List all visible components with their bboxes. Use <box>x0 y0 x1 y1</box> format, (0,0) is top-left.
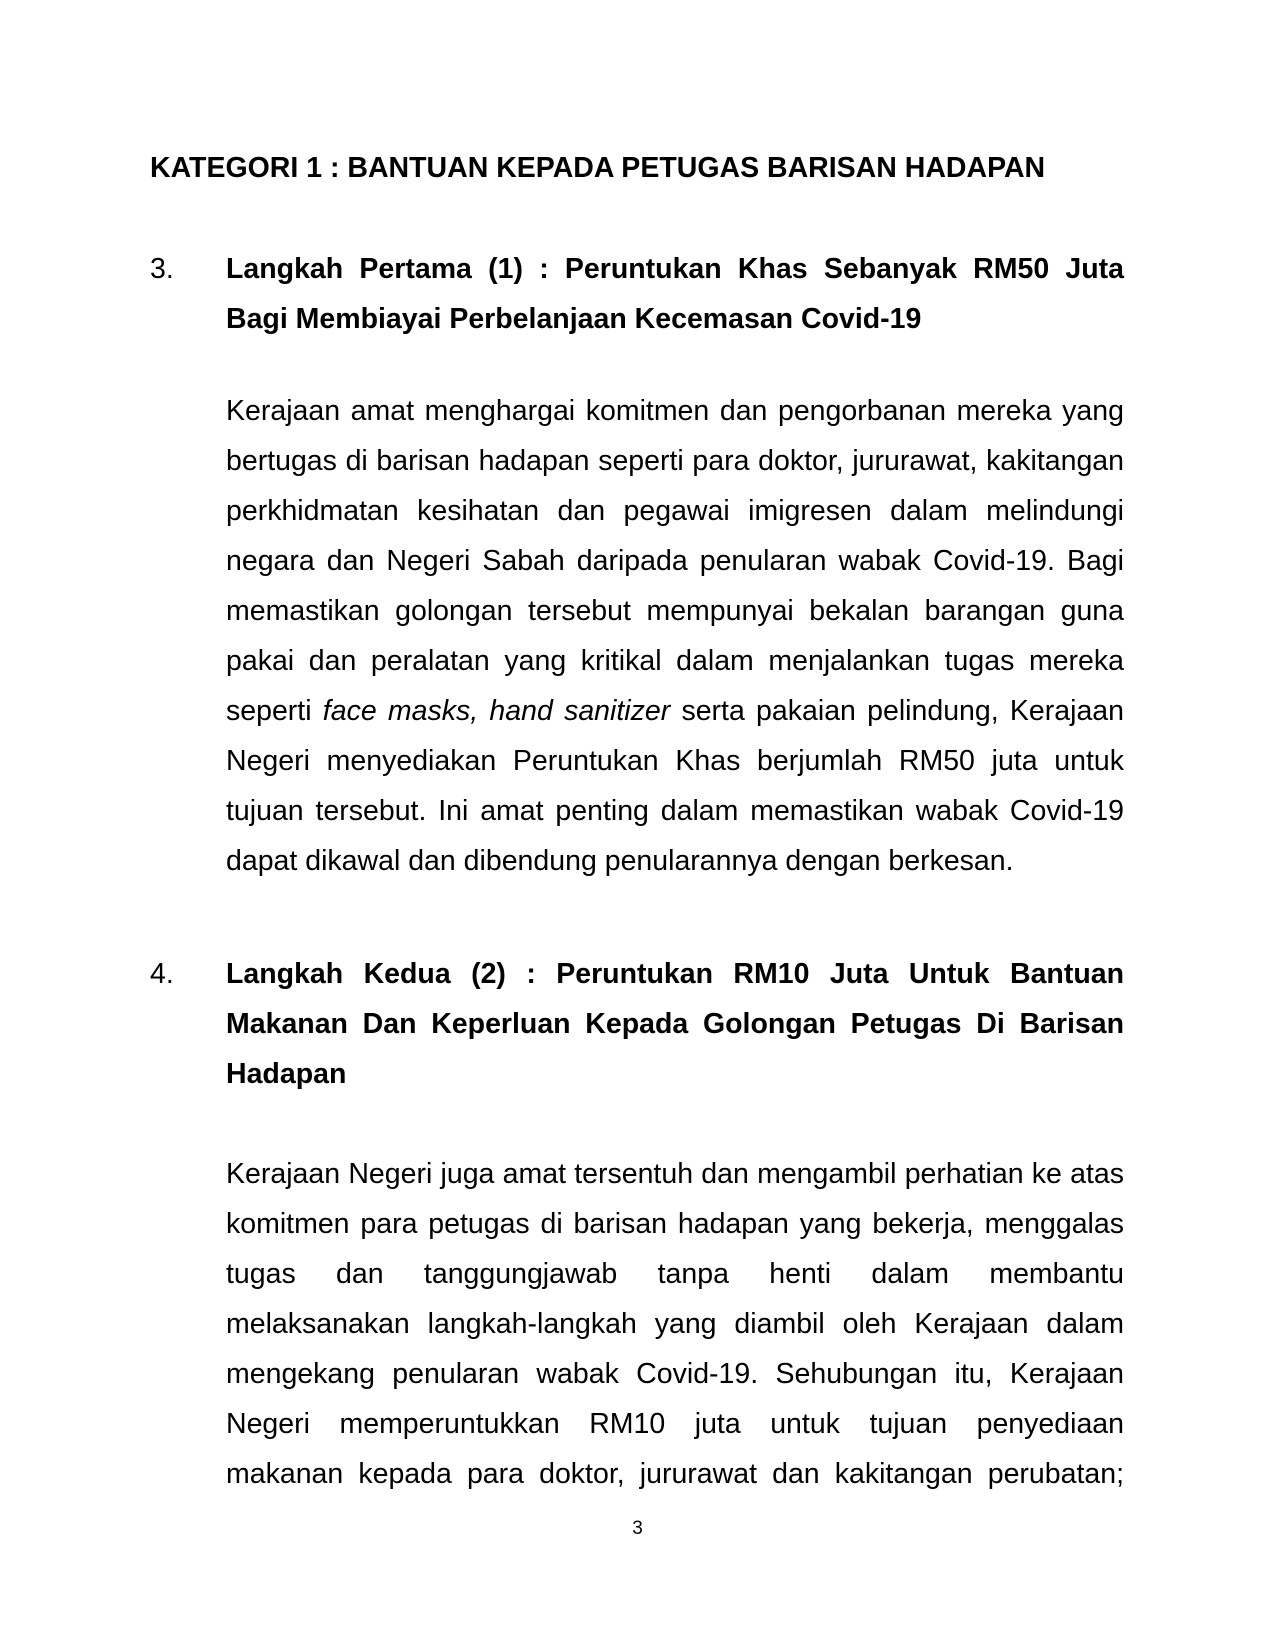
paragraph-line: makanan kepada para doktor, jururawat dan kakitangan perubatan; <box>226 1458 1124 1490</box>
category-heading: KATEGORI 1 : BANTUAN KEPADA PETUGAS BARISAN HADAPAN <box>150 152 1046 184</box>
section-title-line: Langkah Kedua (2) : Peruntukan RM10 Juta Untuk Bantuan <box>226 958 1124 990</box>
section-title-line: Langkah Pertama (1) : Peruntukan Khas Sebanyak RM50 Juta <box>226 253 1124 285</box>
paragraph-line: dapat dikawal dan dibendung penularannya dengan berkesan. <box>226 845 1014 877</box>
paragraph-line: melaksanakan langkah-langkah yang diambil oleh Kerajaan dalam <box>226 1308 1124 1340</box>
section-title-line: Bagi Membiayai Perbelanjaan Kecemasan Covid-19 <box>226 303 922 335</box>
paragraph-line: mengekang penularan wabak Covid-19. Sehubungan itu, Kerajaan <box>226 1358 1124 1390</box>
section-title-line: Makanan Dan Keperluan Kepada Golongan Petugas Di Barisan <box>226 1008 1124 1040</box>
paragraph-line: Negeri menyediakan Peruntukan Khas berjumlah RM50 juta untuk <box>226 745 1124 777</box>
section-number: 4. <box>150 958 174 990</box>
text-run: serta pakaian pelindung, Kerajaan <box>670 695 1124 727</box>
paragraph-line: perkhidmatan kesihatan dan pegawai imigresen dalam melindungi <box>226 495 1124 527</box>
paragraph-line <box>226 694 1124 728</box>
page-number: 3 <box>632 1518 643 1539</box>
paragraph-line: negara dan Negeri Sabah daripada penularan wabak Covid-19. Bagi <box>226 545 1124 577</box>
paragraph-line: Negeri memperuntukkan RM10 juta untuk tujuan penyediaan <box>226 1408 1124 1440</box>
text-run: seperti <box>226 695 323 727</box>
section-title-line: Hadapan <box>226 1058 347 1090</box>
paragraph-line: memastikan golongan tersebut mempunyai bekalan barangan guna <box>226 595 1124 627</box>
paragraph-line: Kerajaan Negeri juga amat tersentuh dan mengambil perhatian ke atas <box>226 1158 1124 1190</box>
italic-text-run: face masks, hand sanitizer <box>322 695 671 727</box>
paragraph-line: bertugas di barisan hadapan seperti para doktor, jururawat, kakitangan <box>226 445 1124 477</box>
section-number: 3. <box>150 253 174 285</box>
paragraph-line: komitmen para petugas di barisan hadapan yang bekerja, menggalas <box>226 1208 1124 1240</box>
paragraph-line: Kerajaan amat menghargai komitmen dan pengorbanan mereka yang <box>226 395 1124 427</box>
paragraph-line: tugas dan tanggungjawab tanpa henti dalam membantu <box>226 1258 1124 1290</box>
paragraph-line: tujuan tersebut. Ini amat penting dalam memastikan wabak Covid-19 <box>226 795 1124 827</box>
paragraph-line: pakai dan peralatan yang kritikal dalam menjalankan tugas mereka <box>226 645 1124 677</box>
